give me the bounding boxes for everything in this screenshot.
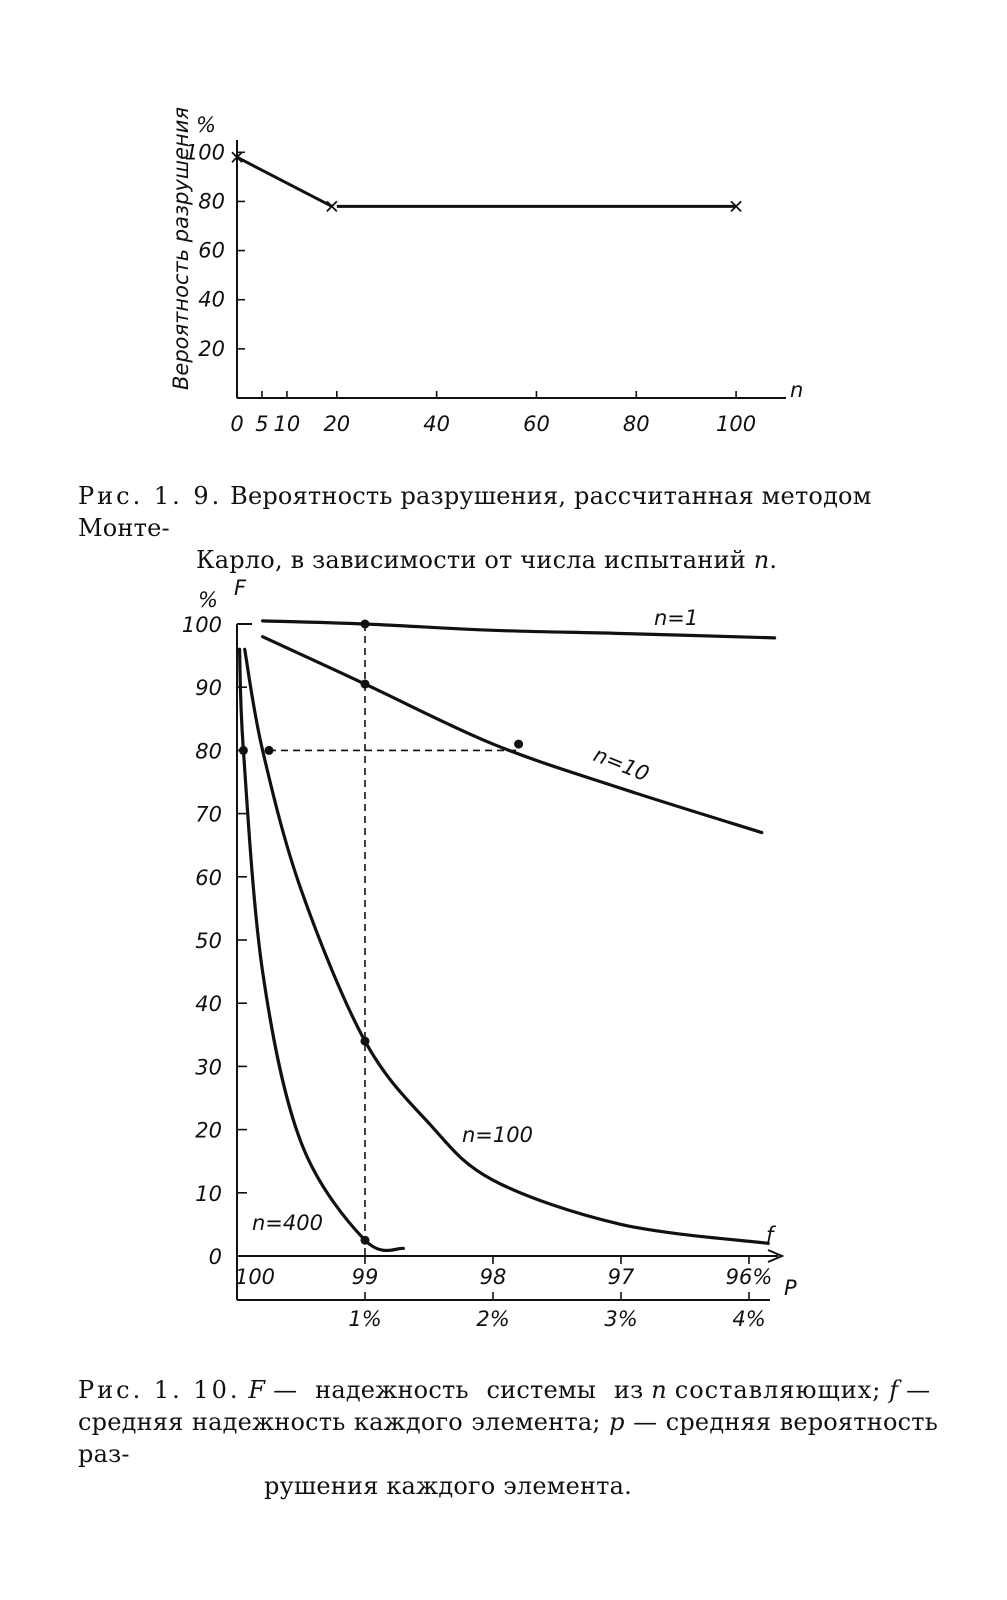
series-line-n10 [263, 637, 762, 833]
x-tick-label: 40 [423, 412, 451, 436]
x-tick-label: 80 [622, 412, 650, 436]
x-bottom-tick-label: 4% [732, 1307, 766, 1331]
data-point-0 [361, 620, 370, 629]
x-top-tick-label: 96% [725, 1265, 773, 1289]
chart-2-guides [269, 624, 519, 1256]
caption-F: F [248, 1376, 266, 1404]
y-tick-label: 50 [195, 929, 222, 953]
series-label-n10: n=10 [590, 742, 653, 787]
series-label-n100: n=100 [462, 1123, 533, 1147]
y-tick-label: 30 [195, 1055, 222, 1080]
x-tick-label: 60 [523, 412, 550, 436]
figure-2-number: Рис. 1. 10. [78, 1376, 241, 1404]
y-tick-label: 40 [195, 992, 222, 1017]
y-tick-label: 20 [198, 336, 225, 361]
figure-1-caption-line1: Вероятность разрушения, рассчитанная методом Монте- [78, 482, 872, 542]
figure-1-caption-line2: Карло, в зависимости от числа испытаний [196, 546, 746, 574]
x-bottom-tick-label: 2% [476, 1307, 510, 1331]
series-line-n100 [245, 649, 769, 1243]
y-tick-label: 0 [208, 1245, 222, 1269]
figure-1-caption-end: . [769, 546, 778, 574]
x-bottom-tick-label: 3% [604, 1307, 638, 1331]
x-top-tick-label: 98 [479, 1265, 507, 1289]
caption-f: f [889, 1376, 899, 1404]
chart-2-f-label: f [766, 1223, 774, 1247]
y-tick-label: 60 [198, 238, 225, 263]
caption-n: n [651, 1376, 667, 1404]
y-tick-label: 70 [195, 802, 222, 827]
data-point-2 [514, 740, 523, 749]
chart-2-x-axis-label: P [784, 1276, 797, 1300]
x-top-tick-label: 97 [607, 1265, 635, 1289]
caption-text-4: средняя надежность каждого элемента; [78, 1408, 601, 1436]
x-tick-label: 5 [255, 412, 269, 436]
chart-2-y-unit: % [198, 588, 218, 612]
series-label-n1: n=1 [654, 606, 699, 630]
chart-1-y-unit: % [196, 113, 216, 137]
chart-2-lines [240, 621, 775, 1251]
x-tick-label: 0 [230, 412, 244, 436]
data-point-4 [265, 746, 274, 755]
caption-text-5: — средняя вероятность раз- [78, 1408, 938, 1468]
y-tick-label: 10 [195, 1181, 222, 1206]
y-tick-label: 20 [195, 1118, 222, 1143]
caption-text-3: — [906, 1376, 931, 1404]
y-tick-label: 90 [195, 676, 222, 701]
data-point-6 [361, 1236, 370, 1245]
chart-2-y-axis-label: F [234, 576, 247, 600]
data-point-5 [361, 1037, 370, 1046]
caption-text-6: рушения каждого элемента. [264, 1472, 632, 1500]
series-label-n400: n=400 [252, 1211, 323, 1235]
x-tick-label: 100 [716, 412, 757, 436]
figure-1-number: Рис. 1. 9. [78, 482, 223, 510]
x-top-tick-label: 100 [234, 1265, 276, 1289]
data-point-3 [239, 746, 248, 755]
x-top-tick-label: 99 [351, 1265, 379, 1289]
chart-2-markers [239, 620, 523, 1245]
data-point-1 [361, 680, 370, 689]
y-tick-label: 40 [198, 287, 225, 312]
figure-2-caption [78, 1374, 938, 1502]
caption-text-2: составляющих; [674, 1376, 882, 1404]
y-tick-label: 80 [198, 189, 225, 214]
x-tick-label: 10 [273, 412, 301, 436]
x-tick-label: 20 [323, 412, 351, 436]
y-tick-label: 100 [181, 613, 222, 637]
y-tick-label: 100 [184, 140, 225, 165]
y-tick-label: 60 [195, 865, 222, 890]
chart-1-y-axis-label: Вероятность разрушения [169, 106, 193, 390]
x-bottom-tick-label: 1% [348, 1307, 382, 1331]
y-tick-label: 80 [195, 739, 222, 764]
chart-2-axes [234, 624, 782, 1300]
series-line-n400 [240, 649, 404, 1250]
caption-text-1: — надежность системы из [273, 1376, 644, 1404]
figure-1-caption-var: n [753, 546, 770, 574]
chart-1-x-axis-label: n [790, 378, 804, 402]
caption-p: p [609, 1408, 625, 1436]
